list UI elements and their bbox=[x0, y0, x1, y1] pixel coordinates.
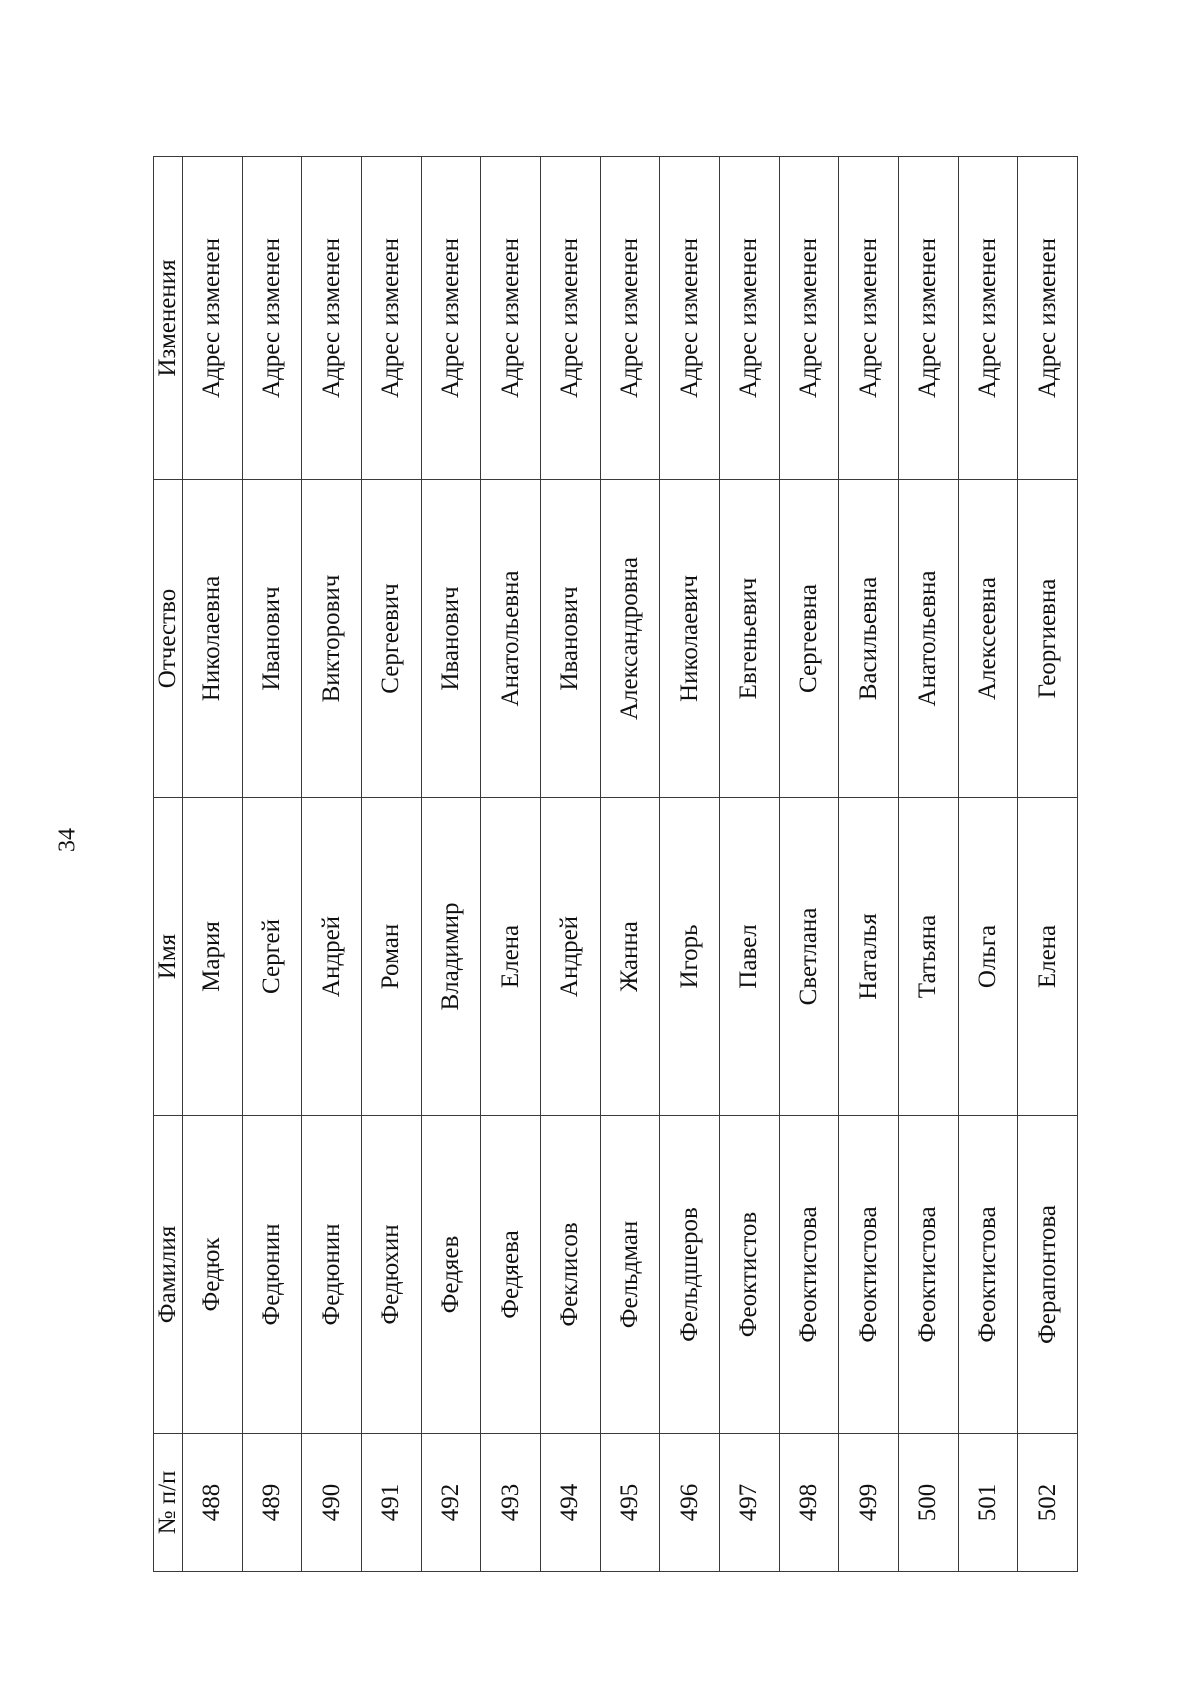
table-row bbox=[481, 157, 541, 1572]
cell-last-name: Феоктистов bbox=[719, 1116, 779, 1434]
cell-middle-name: Васильевна bbox=[839, 480, 899, 798]
cell-middle-name: Анатольевна bbox=[481, 480, 541, 798]
cell-number: 491 bbox=[361, 1434, 421, 1572]
table-row bbox=[1018, 157, 1078, 1572]
cell-last-name: Федюк bbox=[183, 1116, 243, 1434]
cell-changes: Адрес изменен bbox=[1018, 157, 1078, 480]
table-row bbox=[719, 157, 779, 1572]
cell-middle-name: Сергеевич bbox=[361, 480, 421, 798]
header-first-name: Имя bbox=[154, 798, 183, 1116]
cell-middle-name: Анатольевна bbox=[898, 480, 958, 798]
cell-changes: Адрес изменен bbox=[421, 157, 481, 480]
table-row bbox=[242, 157, 302, 1572]
cell-changes: Адрес изменен bbox=[600, 157, 660, 480]
cell-middle-name: Николаевна bbox=[183, 480, 243, 798]
table-row bbox=[540, 157, 600, 1572]
cell-changes: Адрес изменен bbox=[719, 157, 779, 480]
cell-first-name: Наталья bbox=[839, 798, 899, 1116]
cell-number: 488 bbox=[183, 1434, 243, 1572]
cell-first-name: Татьяна bbox=[898, 798, 958, 1116]
page-number: 34 bbox=[54, 828, 81, 852]
cell-number: 490 bbox=[302, 1434, 362, 1572]
cell-changes: Адрес изменен bbox=[839, 157, 899, 480]
cell-last-name: Федюнин bbox=[242, 1116, 302, 1434]
table-row bbox=[302, 157, 362, 1572]
table-row bbox=[600, 157, 660, 1572]
cell-number: 499 bbox=[839, 1434, 899, 1572]
header-number: № п/п bbox=[154, 1434, 183, 1572]
table-row bbox=[421, 157, 481, 1572]
cell-number: 493 bbox=[481, 1434, 541, 1572]
cell-first-name: Андрей bbox=[302, 798, 362, 1116]
table-row bbox=[361, 157, 421, 1572]
cell-last-name: Федяев bbox=[421, 1116, 481, 1434]
cell-changes: Адрес изменен bbox=[481, 157, 541, 480]
cell-last-name: Федюнин bbox=[302, 1116, 362, 1434]
cell-first-name: Павел bbox=[719, 798, 779, 1116]
rotated-table-frame bbox=[153, 157, 1078, 1572]
cell-middle-name: Евгеньевич bbox=[719, 480, 779, 798]
cell-first-name: Жанна bbox=[600, 798, 660, 1116]
table-body bbox=[183, 157, 1078, 1572]
cell-number: 489 bbox=[242, 1434, 302, 1572]
table-row bbox=[183, 157, 243, 1572]
cell-changes: Адрес изменен bbox=[660, 157, 720, 480]
cell-changes: Адрес изменен bbox=[540, 157, 600, 480]
cell-last-name: Феоктистова bbox=[779, 1116, 839, 1434]
cell-changes: Адрес изменен bbox=[898, 157, 958, 480]
cell-first-name: Елена bbox=[1018, 798, 1078, 1116]
header-changes: Изменения bbox=[154, 157, 183, 480]
cell-last-name: Феклисов bbox=[540, 1116, 600, 1434]
cell-last-name: Ферапонтова bbox=[1018, 1116, 1078, 1434]
table-header-row bbox=[154, 157, 183, 1572]
cell-middle-name: Иванович bbox=[242, 480, 302, 798]
table-row bbox=[839, 157, 899, 1572]
cell-last-name: Феоктистова bbox=[898, 1116, 958, 1434]
cell-changes: Адрес изменен bbox=[183, 157, 243, 480]
cell-middle-name: Иванович bbox=[540, 480, 600, 798]
cell-number: 498 bbox=[779, 1434, 839, 1572]
cell-last-name: Феоктистова bbox=[958, 1116, 1018, 1434]
table-row bbox=[898, 157, 958, 1572]
cell-middle-name: Алексеевна bbox=[958, 480, 1018, 798]
cell-middle-name: Николаевич bbox=[660, 480, 720, 798]
cell-first-name: Елена bbox=[481, 798, 541, 1116]
cell-number: 497 bbox=[719, 1434, 779, 1572]
cell-last-name: Фельдшеров bbox=[660, 1116, 720, 1434]
cell-number: 501 bbox=[958, 1434, 1018, 1572]
cell-last-name: Федяева bbox=[481, 1116, 541, 1434]
cell-first-name: Сергей bbox=[242, 798, 302, 1116]
cell-last-name: Федюхин bbox=[361, 1116, 421, 1434]
cell-changes: Адрес изменен bbox=[302, 157, 362, 480]
table-row bbox=[779, 157, 839, 1572]
cell-first-name: Светлана bbox=[779, 798, 839, 1116]
cell-middle-name: Викторович bbox=[302, 480, 362, 798]
cell-number: 492 bbox=[421, 1434, 481, 1572]
cell-first-name: Андрей bbox=[540, 798, 600, 1116]
table-row bbox=[958, 157, 1018, 1572]
registry-table bbox=[153, 156, 1078, 1572]
cell-changes: Адрес изменен bbox=[958, 157, 1018, 480]
header-last-name: Фамилия bbox=[154, 1116, 183, 1434]
cell-number: 496 bbox=[660, 1434, 720, 1572]
table-row bbox=[660, 157, 720, 1572]
cell-last-name: Фельдман bbox=[600, 1116, 660, 1434]
cell-last-name: Феоктистова bbox=[839, 1116, 899, 1434]
cell-number: 500 bbox=[898, 1434, 958, 1572]
cell-changes: Адрес изменен bbox=[361, 157, 421, 480]
table-wrapper bbox=[153, 157, 1078, 1572]
cell-changes: Адрес изменен bbox=[779, 157, 839, 480]
cell-first-name: Мария bbox=[183, 798, 243, 1116]
cell-first-name: Игорь bbox=[660, 798, 720, 1116]
cell-middle-name: Александровна bbox=[600, 480, 660, 798]
cell-changes: Адрес изменен bbox=[242, 157, 302, 480]
cell-middle-name: Иванович bbox=[421, 480, 481, 798]
cell-first-name: Владимир bbox=[421, 798, 481, 1116]
cell-number: 502 bbox=[1018, 1434, 1078, 1572]
cell-number: 494 bbox=[540, 1434, 600, 1572]
cell-first-name: Роман bbox=[361, 798, 421, 1116]
header-middle-name: Отчество bbox=[154, 480, 183, 798]
cell-middle-name: Сергеевна bbox=[779, 480, 839, 798]
cell-first-name: Ольга bbox=[958, 798, 1018, 1116]
cell-number: 495 bbox=[600, 1434, 660, 1572]
cell-middle-name: Георгиевна bbox=[1018, 480, 1078, 798]
